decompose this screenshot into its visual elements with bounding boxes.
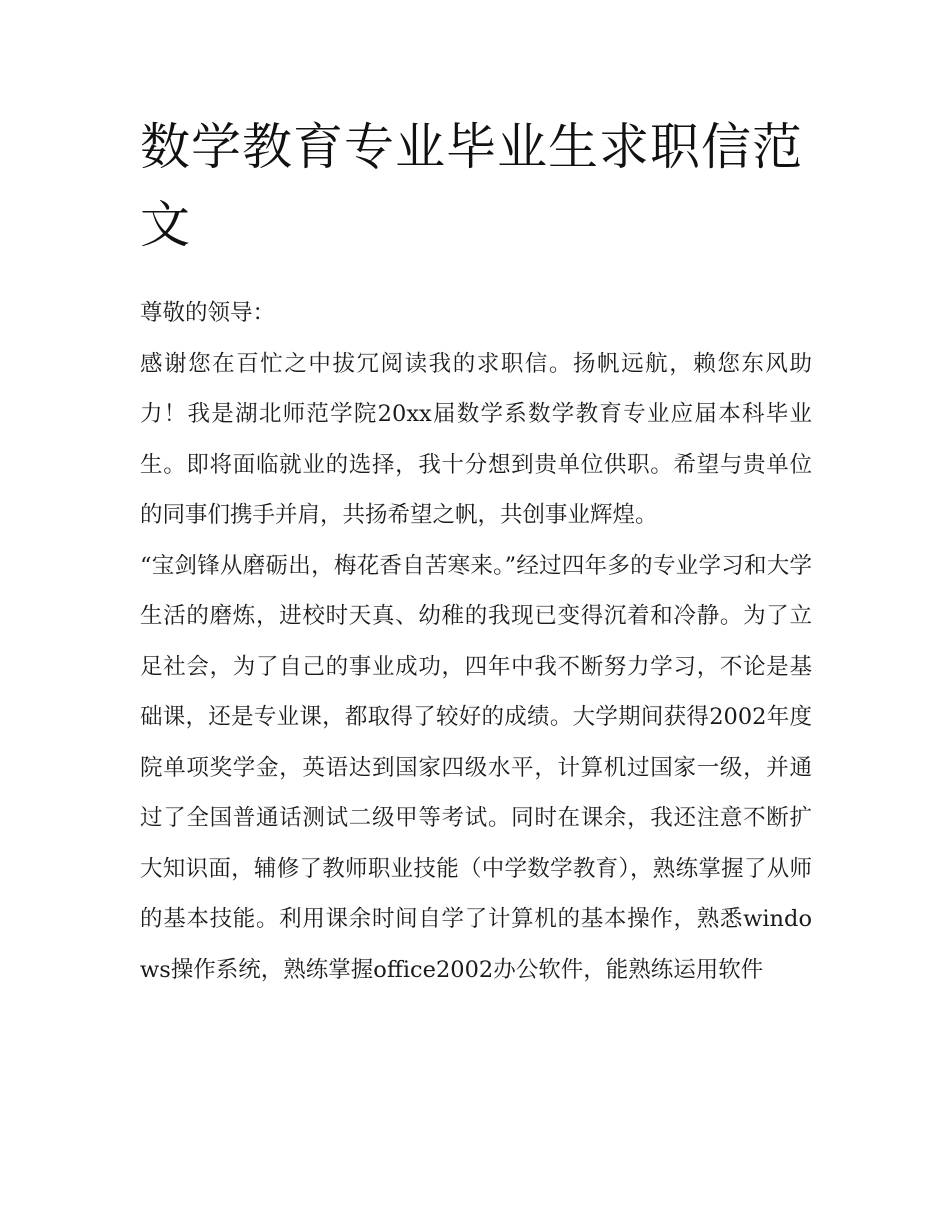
paragraph-intro: 感谢您在百忙之中拔冗阅读我的求职信。扬帆远航，赖您东风助力！我是湖北师范学院20xx届数学系数学教育专业应届本科毕业生。即将面临就业的选择，我十分想到贵单位供职。希望与贵单位的同事们携手并肩，共扬希望之帆，共创事业辉煌。 [140,350,812,528]
document-title: 数学教育专业毕业生求职信范文 [140,118,803,254]
salutation: 尊敬的领导： [140,300,276,326]
paragraph-experience: “宝剑锋从磨砺出，梅花香自苦寒来。”经过四年多的专业学习和大学生活的磨炼，进校时天真、幼稚的我现已变得沉着和冷静。为了立足社会，为了自己的事业成功，四年中我不断努力学习，不论是基础课，还是专业课，都取得了较好的成绩。大学期间获得2002年度院单项奖学金，英语达到国家四级水平，计算机过国家一级，并通过了全国普通话测试二级甲等考试。同时在课余，我还注意不断扩大知识面，辅修了教师职业技能（中学数学教育），熟练掌握了从师的基本技能。利用课余时间自学了计算机的基本操作，熟悉windows操作系统，熟练掌握office2002办公软件，能熟练运用软件 [140,552,812,983]
document-body [140,108,812,995]
